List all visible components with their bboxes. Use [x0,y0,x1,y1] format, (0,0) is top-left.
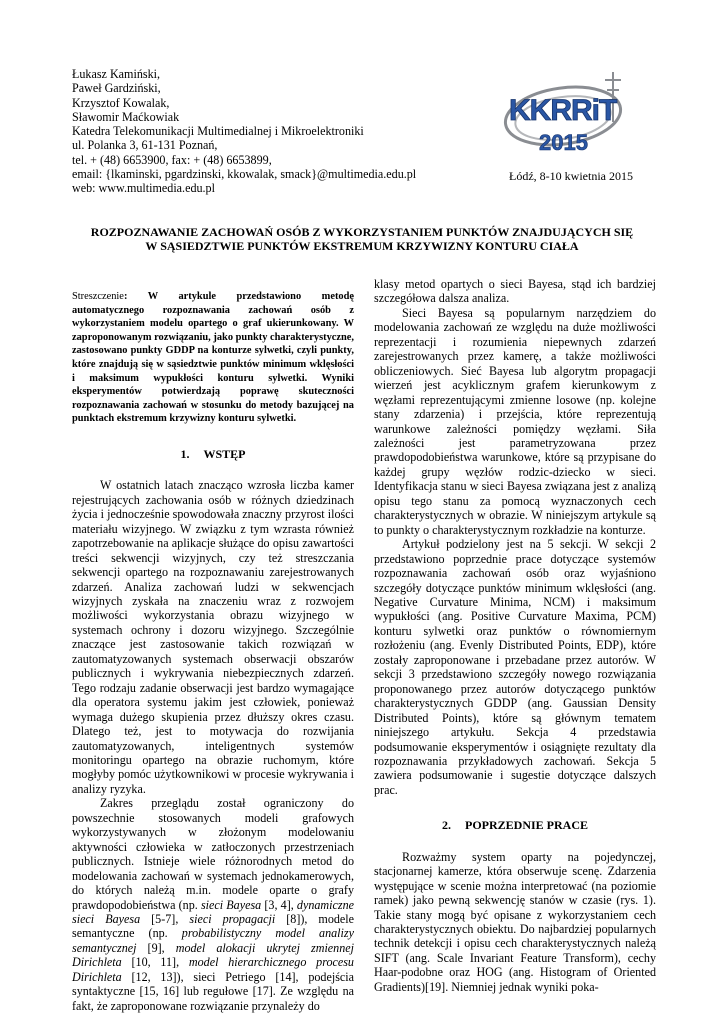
section-1-heading [72,447,354,461]
web-line: web: www.multimedia.edu.pl [72,181,215,196]
phone-line: tel. + (48) 6653900, fax: + (48) 6653899, [72,152,272,167]
author-line: Łukasz Kamiński, [72,67,160,81]
paragraph: W ostatnich latach znacząco wzrosła liczba kamer rejestrujących zachowania osób w różnych dziedzinach życia i jednocześnie spowodowała znaczny przyrost ilości materiału wizyjnego. W związku z tym wzrasta również zapotrzebowanie na aplikacje służące do opisu zawartości treści sekwencji wizyjnych, czy też streszczania sekwencji opartego na rozpoznawaniu zarejestrowanych zdarzeń. Analiza zachowań ludzi w sekwencjach wizyjnych zyskała na znaczeniu wraz z rozwojem możliwości wykorzystania obrazu wizyjnego w systemach ochrony i dozoru wizyjnego. Szczególnie znaczące jest zastosowanie takich rozwiązań w zautomatyzowanych systemach obserwacji obszarów publicznych i wykrywania niebezpiecznych zdarzeń. Tego rodzaju zadanie obserwacji jest bardzo wymagające dla operatora systemu jakim jest człowiek, ponieważ wymaga dużego skupienia przez dłuższy okres czasu. Dlatego też, jest to motywacja do rozwijania zautomatyzowanych, inteligentnych systemów monitoringu opartego na obrazie ruchomym, które mogłyby pomóc użytkownikowi w procesie wykrywania i analizy ryzyka. [72,478,354,796]
section-number: 1. [180,446,190,461]
title-line-1: ROZPOZNAWANIE ZACHOWAŃ OSÓB Z WYKORZYSTANIEM PUNKTÓW ZNAJDUJĄCYCH SIĘ [90,225,634,239]
author-line: Paweł Gardziński, [72,81,161,96]
section-title: WSTĘP [203,446,246,461]
abstract-text: : W artykule przedstawiono metodę automatycznego rozpoznawania zachowań osób z wykorzystaniem modelu opartego o graf ukierunkowany. W zaproponowanym rozwiązaniu, jako punkty charakterystyczne, zastosowano punkty GDDP na konturze sylwetki, czyli punkty, które znajdują się w sąsiedztwie punktów minimum wklęsłości i maksimum wypukłości konturu sylwetki. Wyniki eksperymentów potwierdzają poprawę skuteczności rozpoznawania zachowań w stosunku do metody bazującej na punktach ekstremum krzywizny konturu sylwetki. [72,291,354,425]
right-column [374,277,656,994]
paper-title [72,225,652,254]
conference-date: Łódź, 8-10 kwietnia 2015 [509,169,633,183]
author-block [72,67,432,196]
paragraph: Artykuł podzielony jest na 5 sekcji. W sekcji 2 przedstawiono poprzednie prace dotyczące systemów rozpoznawania zachowań osób oraz wyjaśniono szczegóły dotyczące punktów minimum wklęsłości (ang. Negative Curvature Minima, NCM) i maksimum wypukłości (ang. Positive Curvature Maxima, PCM) konturu sylwetki oraz punktów o równomiernym rozłożeniu (ang. Evenly Distributed Points, EDP), które zostały zaproponowane i przebadane przez autorów. W sekcji 3 przedstawiono szczegóły nowego rozwiązania proponowanego przez autorów dotyczącego punktów charakterystycznych GDDP (ang. Gaussian Density Distributed Points), które są głównym tematem niniejszego artykułu. Sekcja 4 przedstawia podsumowanie eksperymentów i osiągnięte rezultaty dla rozpoznawania przykładowych zachowań. Sekcja 5 zawiera podsumowanie i sugestie dotyczące dalszych prac. [374,537,656,797]
logo-year: 2015 [539,130,588,155]
conference-logo [495,60,637,170]
kkrrit-logo-graphic [495,60,637,170]
paragraph: Sieci Bayesa są popularnym narzędziem do modelowania zachowań ze względu na duże możliwości reprezentacji i rozumienia niepewnych zdarzeń zarejestrowanych przez kamerę, a także możliwości obliczeniowych. Sieć Bayesa lub algorytm propagacji wierzeń jest acyklicznym grafem kierunkowym z węzłami reprezentującymi zmienne losowe (np. kolejne stany zdarzenia) i przejścia, które reprezentują warunkowe zależności pomiędzy węzłami. Siła zależności jest parametryzowana przez prawdopodobieństwa warunkowe, które są przypisane do każdej grupy węzłów rodzic-dziecko w sieci. Identyfikacja stanu w sieci Bayesa związana jest z analizą opisu tego stanu za pomocą wyznaczonych cech charakterystycznych w obrazie. W niniejszym artykule są to punkty o charakterystycznym rozkładzie na konturze. [374,305,656,537]
paragraph: Zakres przeglądu został ograniczony do powszechnie stosowanych modeli grafowych wykorzystywanych w złożonym modelowaniu aktywności człowieka w zatłoczonych przestrzeniach publicznych. Istnieje wiele różnorodnych metod do modelowania zachowań w systemach jednokamerowych, do których należą m.in. modele oparte o grafy prawdopodobieństwa (np. sieci Bayesa [3, 4], dynamiczne sieci Bayesa [5-7], sieci propagacji [8]), modele semantyczne (np. probabilistyczny model analizy semantycznej [9], model alokacji ukrytej zmiennej Dirichleta [10, 11], model hierarchicznego procesu Dirichleta [12, 13]), sieci Petriego [14], podejścia syntaktyczne [15, 16] lub regułowe [17]. Ze względu na fakt, że zaproponowane rozwiązanie przynależy do [72,796,355,1013]
email-line: email: {lkaminski, pgardzinski, kkowalak, smack}@multimedia.edu.pl [72,167,417,182]
section-number: 2. [441,818,451,833]
paragraph: Rozważmy system oparty na pojedynczej, stacjonarnej kamerze, która obserwuje scenę. Zdarzenia występujące w scenie można interpretować (na poziomie ramek) jako pewną sekwencję stanów w czasie (rys. 1). Takie stany mogą być opisane z wykorzystaniem cech charakterystycznych obiektu. Do najbardziej popularnych technik detekcji i opisu cech charakterystycznych należą SIFT (ang. Scale Invariant Feature Transform), cechy Haar-podobne oraz HOG (ang. Histogram of Oriented Gradients)[19]. Niemniej jednak wyniki poka- [374,849,656,994]
author-line: Sławomir Maćkowiak [72,109,180,124]
address-line: ul. Polanka 3, 61-131 Poznań, [72,138,218,153]
paragraph: klasy metod opartych o sieci Bayesa, stąd ich bardziej szczegółowa dalsza analiza. [374,277,656,306]
section-title: POPRZEDNIE PRACE [464,818,588,833]
left-column [72,290,354,1013]
title-line-2: W SĄSIEDZTWIE PUNKTÓW EKSTREMUM KRZYWIZNY KONTURU CIAŁA [145,239,579,254]
affiliation-line: Katedra Telekomunikacji Multimedialnej i Mikroelektroniki [72,124,364,139]
abstract-label: Streszczenie [72,291,124,302]
author-line: Krzysztof Kowalak, [72,95,170,110]
abstract [72,290,354,426]
logo-text: KKRRiT [509,94,617,127]
section-2-heading [374,818,656,832]
